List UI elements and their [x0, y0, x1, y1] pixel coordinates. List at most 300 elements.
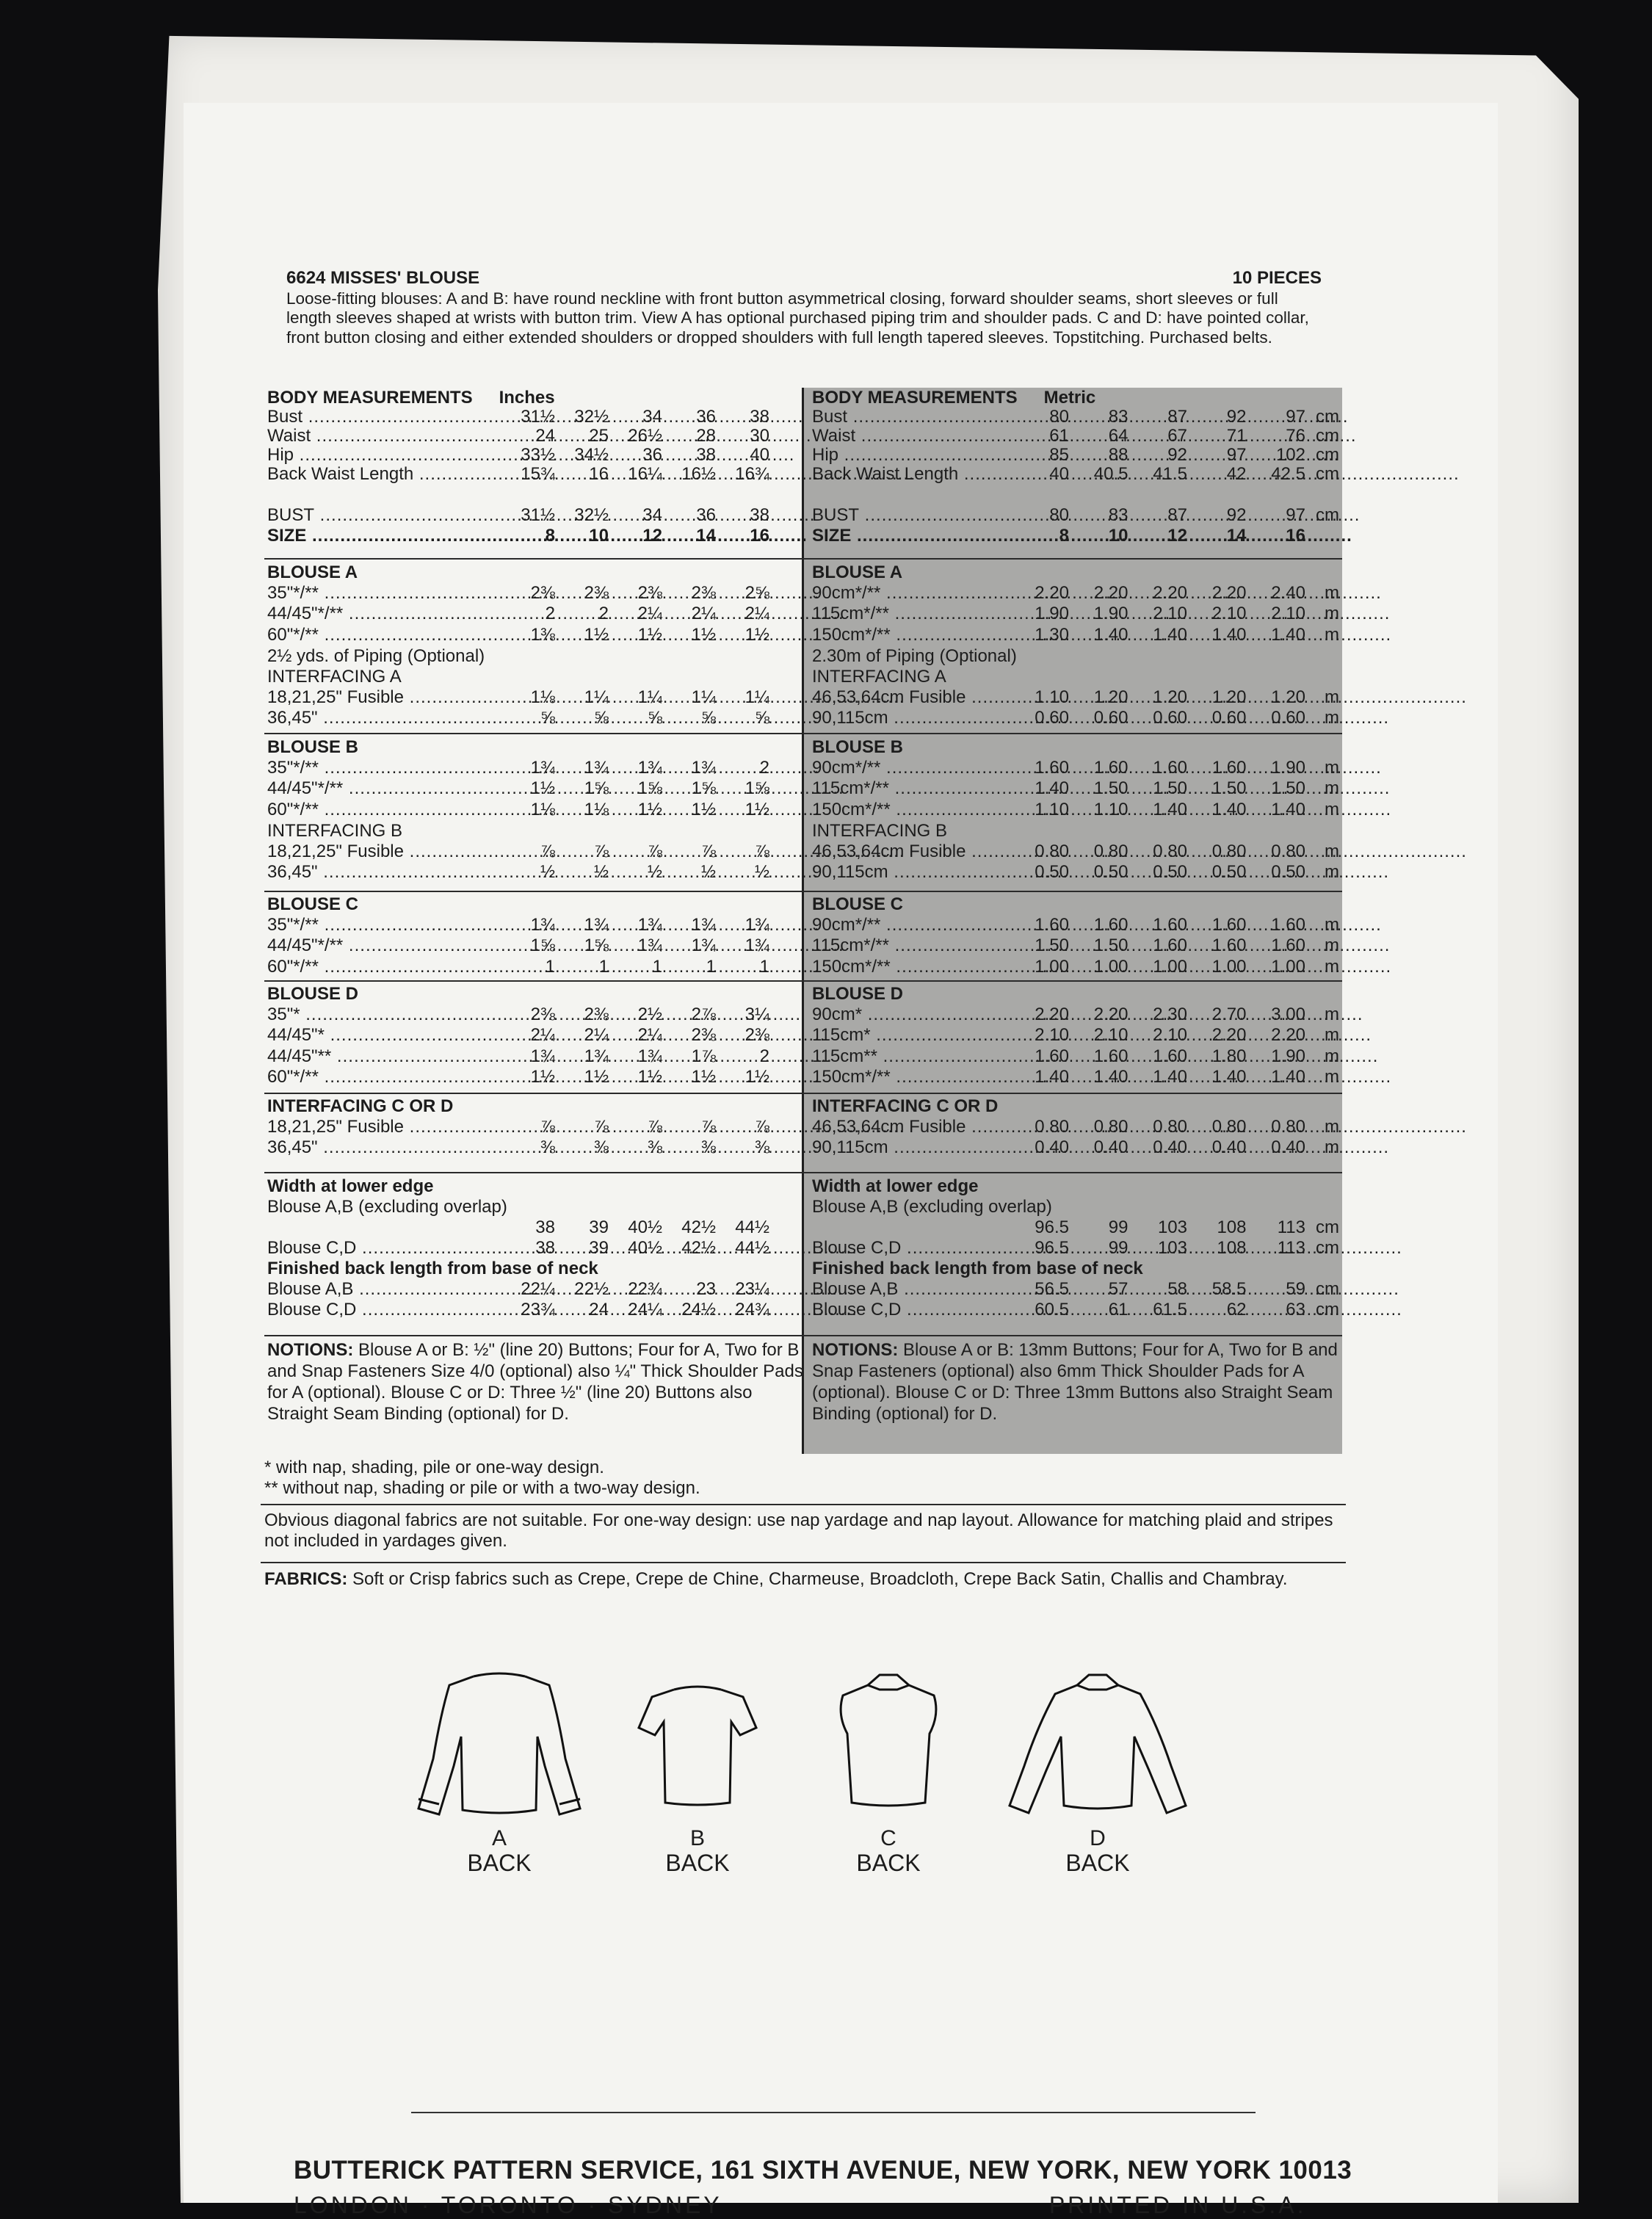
row-values	[1018, 407, 1305, 427]
row-label: 115cm* .....	[812, 1025, 1018, 1046]
interfacing-b-title: INTERFACING B	[267, 821, 403, 841]
cell-value: 61.5	[1153, 1300, 1187, 1320]
interfacing-row	[812, 862, 1339, 883]
cell-value: 1⅛	[584, 799, 609, 819]
sketch-d	[995, 1656, 1200, 1876]
cell-value: ½	[754, 862, 769, 883]
blouse-d-title: BLOUSE D	[267, 984, 359, 1004]
notions-text	[267, 1339, 803, 1425]
cell-value: 88	[1108, 445, 1128, 465]
cell-value: 1½	[637, 1067, 662, 1087]
cell-value: 71	[1226, 426, 1247, 446]
cell-value: 1.40	[1153, 799, 1187, 819]
row-values	[502, 957, 769, 977]
body-measurement-row	[812, 445, 1339, 466]
cell-value: 14	[696, 526, 716, 546]
cell-value: 1.40	[1093, 624, 1128, 645]
back-length-ab-row	[812, 1279, 1339, 1300]
notions-label: NOTIONS:	[267, 1340, 354, 1360]
pattern-header	[286, 269, 1322, 347]
cell-value: 38	[750, 505, 769, 525]
cell-value: 1¾	[530, 758, 555, 778]
cell-value: 113	[1277, 1217, 1305, 1237]
row-values	[502, 841, 769, 862]
measurement-unit: Metric	[1043, 388, 1096, 408]
interfacing-row	[812, 1137, 1339, 1158]
cell-value: 1.90	[1035, 604, 1069, 624]
cell-value: 1⅝	[745, 778, 769, 799]
cell-value: 32½	[574, 505, 609, 525]
cell-value: 36	[696, 505, 716, 525]
cell-value: 1½	[637, 799, 662, 819]
row-values	[1018, 1217, 1305, 1238]
cell-value: 23¼	[735, 1279, 769, 1299]
cell-value: 28	[696, 426, 716, 446]
unit-label: m	[1325, 841, 1339, 861]
row-values	[502, 426, 769, 446]
cell-value: 1¾	[530, 1046, 555, 1066]
cell-value: 1¾	[584, 758, 609, 778]
unit-label: m	[1325, 1117, 1339, 1137]
unit-label: m	[1325, 604, 1339, 624]
cell-value: 1½	[691, 799, 716, 819]
cell-value: 1.00	[1035, 956, 1069, 977]
row-label: 46,53,64cm Fusible .....	[812, 1117, 1018, 1137]
yardage-row	[812, 778, 1339, 799]
cell-value: 2⅜	[691, 1025, 716, 1046]
cell-value: 15¾	[521, 464, 555, 484]
notions-text	[812, 1339, 1339, 1425]
cell-value: ⅞	[593, 1117, 609, 1137]
row-label: 46,53,64cm Fusible .....	[812, 687, 1018, 708]
cell-value: 0.80	[1271, 1117, 1305, 1137]
row-label: 35"* .....	[267, 1004, 502, 1025]
cell-value: 2⅜	[584, 583, 609, 603]
cell-value: 22½	[574, 1279, 609, 1299]
cell-value: 2⅜	[530, 1004, 555, 1024]
cell-value: 0.80	[1271, 841, 1305, 861]
cell-value: 16¼	[628, 464, 662, 484]
cell-value: ½	[540, 862, 555, 883]
table-row	[267, 1217, 803, 1238]
sketch-a	[396, 1656, 602, 1876]
row-values	[1018, 1117, 1305, 1137]
cell-value: 2.20	[1093, 1004, 1128, 1024]
cell-value: 1.50	[1035, 935, 1069, 956]
cell-value: 42	[1226, 464, 1247, 484]
cell-value: 1.40	[1093, 1067, 1128, 1087]
cell-value: ⅜	[754, 1137, 769, 1158]
interfacing-row	[812, 708, 1339, 728]
row-values	[502, 1117, 769, 1137]
blouse-c-back-drawing	[786, 1656, 991, 1825]
yardage-row	[267, 957, 803, 977]
blouse-c-title: BLOUSE C	[267, 894, 359, 914]
cell-value: 38	[535, 1217, 555, 1237]
row-values	[502, 407, 769, 427]
row-label: SIZE .....	[267, 526, 502, 546]
cell-value: 12	[642, 526, 662, 546]
cell-value: 1.40	[1271, 1067, 1305, 1087]
row-values	[502, 1004, 769, 1025]
cell-value: 23	[696, 1279, 716, 1299]
row-label: Waist .....	[267, 426, 502, 446]
cell-value: 1¼	[745, 687, 769, 707]
cell-value: 1⅛	[530, 687, 555, 707]
cell-value: 58	[1167, 1279, 1187, 1299]
blouse-c-title: BLOUSE C	[812, 894, 904, 914]
cell-value: 0.50	[1211, 862, 1247, 883]
pattern-title: 6624 MISSES' BLOUSE	[286, 268, 480, 288]
row-values	[502, 464, 769, 485]
cell-value: 24	[589, 1300, 609, 1320]
row-label: 60"*/** .....	[267, 800, 502, 820]
cell-value: 1.40	[1211, 799, 1247, 819]
yardage-row	[267, 778, 803, 799]
cell-value: 80	[1049, 407, 1069, 427]
cell-value: 0.40	[1093, 1137, 1128, 1158]
body-measurement-row	[812, 464, 1339, 485]
cell-value: 40.5	[1093, 464, 1128, 484]
cell-value: 60.5	[1035, 1300, 1069, 1320]
fabrics-note	[264, 1569, 1344, 1590]
cell-value: 1.50	[1093, 935, 1128, 956]
cell-value: 1¾	[637, 935, 662, 956]
cell-value: 1½	[637, 624, 662, 645]
row-values	[502, 778, 769, 799]
unit-label: m	[1325, 935, 1339, 956]
cell-value: 2⅜	[584, 1004, 609, 1024]
row-label: 115cm*/** .....	[812, 778, 1018, 799]
body-measurement-row	[267, 426, 803, 446]
cell-value: 8	[545, 526, 555, 546]
notions-label: NOTIONS:	[812, 1340, 899, 1360]
row-label: 90cm*/** .....	[812, 915, 1018, 935]
interfacing-row	[267, 841, 803, 862]
blouse-b-back-drawing	[595, 1656, 800, 1825]
row-values	[502, 583, 769, 604]
unit-label: m	[1325, 708, 1339, 728]
sketch-b-caption: BACK	[665, 1850, 730, 1876]
cell-value: 1.60	[1153, 1046, 1187, 1066]
cell-value: 1	[759, 956, 769, 977]
back-length-cd-row	[812, 1300, 1339, 1320]
bust-row	[267, 505, 803, 526]
printed-in: PRINTED IN U.S.A.	[1048, 2192, 1307, 2218]
cell-value: 2⅜	[530, 583, 555, 603]
cell-value: 22¾	[628, 1279, 662, 1299]
row-label: 46,53,64cm Fusible .....	[812, 841, 1018, 862]
unit-label: m	[1325, 915, 1339, 935]
cell-value: 2	[545, 604, 555, 624]
cell-value: 56.5	[1035, 1279, 1069, 1299]
yardage-row	[267, 758, 803, 778]
back-length-title: Finished back length from base of neck	[812, 1259, 1143, 1278]
cell-value: ½	[593, 862, 609, 883]
unit-label: cm	[1316, 445, 1339, 465]
cell-value: ⅜	[540, 1137, 555, 1158]
row-label: 44/45"* .....	[267, 1025, 502, 1046]
body-measurement-row	[267, 407, 803, 427]
row-label: 35"*/** .....	[267, 915, 502, 935]
row-values	[502, 935, 769, 956]
body-measurements-title: BODY MEASUREMENTS	[812, 388, 1018, 408]
cell-value: 0.50	[1093, 862, 1128, 883]
cell-value: 2.20	[1211, 583, 1247, 603]
cell-value: 1.50	[1211, 778, 1247, 799]
cell-value: 1¾	[637, 915, 662, 935]
cell-value: 1.50	[1093, 778, 1128, 799]
cell-value: 44½	[735, 1217, 769, 1237]
row-values	[502, 758, 769, 778]
cell-value: 1¾	[584, 915, 609, 935]
yardage-row	[267, 1004, 803, 1025]
body-measurements-heading	[812, 388, 1339, 408]
unit-label: cm	[1316, 464, 1339, 484]
cell-value: 39	[589, 1217, 609, 1237]
cell-value: 41.5	[1153, 464, 1187, 484]
row-values	[1018, 935, 1305, 956]
cell-value: 2½	[637, 1004, 662, 1024]
cell-value: 38	[750, 407, 769, 427]
cell-value: 1¾	[584, 1046, 609, 1066]
cell-value: 1.90	[1271, 758, 1305, 778]
row-values	[1018, 1238, 1305, 1259]
row-values	[502, 1238, 769, 1259]
cell-value: 1.60	[1093, 1046, 1128, 1066]
cell-value: 1¾	[530, 915, 555, 935]
row-label: Hip .....	[267, 445, 502, 466]
cell-value: 1.60	[1271, 935, 1305, 956]
blouse-d-title: BLOUSE D	[812, 984, 904, 1004]
notions-body: Blouse A or B: ½" (line 20) Buttons; Four for A, Two for B and Snap Fasteners Size 4/0 (optional) also ¼" Thick Shoulder Pads for A (optional). Blouse C or D: Three ½" (line 20) Buttons also Straight Seam Binding (optional) for D.	[267, 1340, 803, 1424]
cell-value: 2⅞	[691, 1004, 716, 1024]
interfacing-a-title: INTERFACING A	[812, 667, 946, 687]
cell-value: 2⅜	[745, 1025, 769, 1046]
cell-value: ⅞	[540, 841, 555, 861]
body-measurement-row	[267, 445, 803, 466]
cell-value: 1.40	[1211, 624, 1247, 645]
row-values	[1018, 708, 1305, 728]
cell-value: 1.50	[1153, 778, 1187, 799]
cell-value: 1.10	[1035, 687, 1069, 707]
row-label: 36,45" .....	[267, 708, 502, 728]
cell-value: 2¼	[745, 604, 769, 624]
yardage-row	[267, 935, 803, 956]
section-rule	[261, 1562, 1346, 1563]
yardage-row	[267, 1025, 803, 1046]
cell-value: 2.10	[1035, 1025, 1069, 1046]
row-values	[1018, 800, 1305, 820]
row-values	[502, 1067, 769, 1087]
interfacing-row	[267, 862, 803, 883]
cell-value: 16	[589, 464, 609, 484]
cell-value: 0.60	[1035, 708, 1069, 728]
cell-value: 24	[535, 426, 555, 446]
cell-value: ⅞	[754, 1117, 769, 1137]
yardage-row	[812, 758, 1339, 778]
unit-label: cm	[1316, 505, 1339, 525]
row-label: 90cm*/** .....	[812, 758, 1018, 778]
cell-value: 1.60	[1153, 915, 1187, 935]
row-label: Back Waist Length .....	[267, 464, 502, 485]
cell-value: 0.40	[1271, 1137, 1305, 1158]
cell-value: 1.60	[1211, 935, 1247, 956]
cell-value: ⅞	[540, 1117, 555, 1137]
cell-value: 1¼	[691, 687, 716, 707]
cell-value: 108	[1217, 1238, 1247, 1258]
cell-value: 58.5	[1211, 1279, 1247, 1299]
cell-value: 1.90	[1093, 604, 1128, 624]
cell-value: 2.20	[1035, 1004, 1069, 1024]
row-values	[1018, 1279, 1305, 1300]
row-values	[502, 1217, 769, 1238]
diagonal-note: Obvious diagonal fabrics are not suitable. For one-way design: use nap yardage and nap layout. Allowance for matching plaid and stripes not included in yardages given.	[264, 1510, 1333, 1551]
back-length-cd-row	[267, 1300, 803, 1320]
cell-value: 1½	[530, 1067, 555, 1087]
row-label: Blouse C,D .....	[812, 1238, 1018, 1259]
unit-label: m	[1325, 1137, 1339, 1158]
yardage-row	[267, 800, 803, 820]
cell-value: 1	[706, 956, 716, 977]
cell-value: 1.60	[1271, 915, 1305, 935]
cell-value: 1½	[745, 1067, 769, 1087]
pieces-count: 10 PIECES	[1232, 268, 1322, 288]
cell-value: 62	[1226, 1300, 1247, 1320]
unit-label: cm	[1316, 1279, 1339, 1299]
row-values	[1018, 957, 1305, 977]
row-values	[502, 1279, 769, 1300]
back-length-title: Finished back length from base of neck	[267, 1259, 598, 1278]
cell-value: 25	[589, 426, 609, 446]
cell-value: 36	[696, 407, 716, 427]
cell-value: 2.10	[1153, 604, 1187, 624]
cell-value: 87	[1167, 505, 1187, 525]
cell-value: 1.60	[1211, 915, 1247, 935]
row-values	[1018, 445, 1305, 466]
unit-label: m	[1325, 778, 1339, 799]
yardage-row	[812, 1046, 1339, 1067]
yardage-row	[267, 915, 803, 935]
row-values	[502, 445, 769, 466]
interfacing-cd-title: INTERFACING C OR D	[812, 1096, 999, 1116]
unit-label: m	[1325, 758, 1339, 778]
row-label: BUST .....	[267, 505, 502, 526]
cell-value: 1⅛	[530, 799, 555, 819]
body-measurement-row	[812, 407, 1339, 427]
cell-value: 0.40	[1035, 1137, 1069, 1158]
row-label: 35"*/** .....	[267, 583, 502, 604]
cell-value: 1½	[691, 624, 716, 645]
cell-value: ½	[700, 862, 716, 883]
cell-value: ⅝	[700, 708, 716, 728]
cell-value: 1¾	[691, 935, 716, 956]
back-view-sketches	[396, 1656, 1226, 1876]
cell-value: 102	[1275, 445, 1305, 465]
width-cd-row	[267, 1238, 803, 1259]
row-values	[502, 1046, 769, 1067]
row-values	[1018, 758, 1305, 778]
blouse-b-title: BLOUSE B	[267, 737, 359, 757]
row-label: 90,115cm .....	[812, 708, 1018, 728]
cell-value: 3¼	[745, 1004, 769, 1024]
cell-value: 1¼	[637, 687, 662, 707]
cell-value: 2¼	[530, 1025, 555, 1046]
cell-value: 2¼	[637, 1025, 662, 1046]
row-label: Blouse A,B .....	[267, 1279, 502, 1300]
cell-value: 38	[696, 445, 716, 465]
sketch-a-caption: BACK	[467, 1850, 532, 1876]
cell-value: 2.10	[1211, 604, 1247, 624]
row-label: 150cm*/** .....	[812, 957, 1018, 977]
cell-value: 34	[642, 407, 662, 427]
row-values	[1018, 687, 1305, 708]
unit-label: cm	[1316, 407, 1339, 427]
cell-value: 1.60	[1153, 935, 1187, 956]
size-row	[267, 526, 803, 546]
cell-value: 1.20	[1093, 687, 1128, 707]
cell-value: ⅝	[593, 708, 609, 728]
cell-value: 1⅜	[530, 624, 555, 645]
cell-value: ⅞	[754, 841, 769, 861]
cell-value: 103	[1157, 1217, 1187, 1237]
row-label: 18,21,25" Fusible .....	[267, 841, 502, 862]
table-row	[812, 1217, 1339, 1238]
row-values	[502, 625, 769, 645]
cell-value: 80	[1049, 505, 1069, 525]
measurement-unit: Inches	[499, 388, 555, 408]
row-label: 35"*/** .....	[267, 758, 502, 778]
yardage-row	[812, 1004, 1339, 1025]
cell-value: ⅝	[647, 708, 662, 728]
cell-value: 1½	[584, 1067, 609, 1087]
row-label: Blouse A,B .....	[812, 1279, 1018, 1300]
fabrics-label: FABRICS:	[264, 1569, 348, 1589]
row-label: 150cm*/** .....	[812, 625, 1018, 645]
cell-value: 12	[1167, 526, 1187, 546]
row-label: 44/45"*/** .....	[267, 935, 502, 956]
sketch-c	[786, 1656, 991, 1876]
cell-value: 1.60	[1035, 915, 1069, 935]
cell-value: 0.80	[1211, 841, 1247, 861]
row-label: 44/45"** .....	[267, 1046, 502, 1067]
cell-value: 34½	[574, 445, 609, 465]
cell-value: 38	[535, 1238, 555, 1258]
cell-value: 36	[642, 445, 662, 465]
cell-value: 1.60	[1211, 758, 1247, 778]
row-values	[502, 1025, 769, 1046]
cell-value: 1.50	[1271, 778, 1305, 799]
cell-value: 2.70	[1211, 1004, 1247, 1024]
sketch-a-letter: A	[491, 1826, 507, 1850]
row-values	[1018, 1025, 1305, 1046]
row-values	[1018, 862, 1305, 883]
cell-value: 1.40	[1211, 1067, 1247, 1087]
cell-value: ⅜	[700, 1137, 716, 1158]
cell-value: 1.40	[1271, 624, 1305, 645]
row-label: Bust .....	[267, 407, 502, 427]
cell-value: 1.80	[1211, 1046, 1247, 1066]
cell-value: 32½	[574, 407, 609, 427]
interfacing-row	[267, 687, 803, 708]
cell-value: ⅝	[754, 708, 769, 728]
sketch-d-caption: BACK	[1065, 1850, 1130, 1876]
publisher-address: BUTTERICK PATTERN SERVICE, 161 SIXTH AVENUE, NEW YORK, NEW YORK 10013	[294, 2156, 1352, 2184]
cell-value: 0.50	[1035, 862, 1069, 883]
row-label: 36,45" .....	[267, 862, 502, 883]
interfacing-row	[812, 1117, 1339, 1137]
cell-value: 42.5	[1271, 464, 1305, 484]
